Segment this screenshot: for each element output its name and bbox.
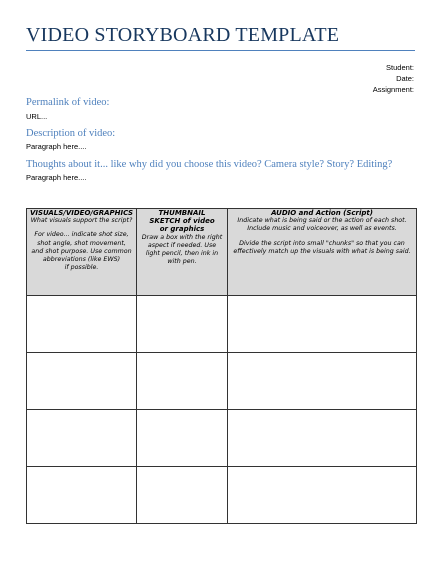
audio-cell[interactable] xyxy=(228,410,417,467)
student-label: Student: xyxy=(386,63,414,72)
audio-header-line: effectively match up the visuals with what is being said. xyxy=(233,247,411,255)
storyboard-table xyxy=(26,208,417,524)
sketch-header-cell xyxy=(137,209,228,296)
sketch-header-line: light pencil, then ink in xyxy=(145,250,219,258)
sketch-header-line: with pen. xyxy=(167,258,197,266)
sketch-cell[interactable] xyxy=(137,296,228,353)
permalink-heading: Permalink of video: xyxy=(26,97,110,108)
date-label: Date: xyxy=(396,74,414,83)
sketch-cell[interactable] xyxy=(137,410,228,467)
sketch-header-line: aspect if needed. Use xyxy=(147,241,217,249)
description-text: Paragraph here.... xyxy=(26,142,87,151)
sketch-header-title: or graphics xyxy=(159,225,205,234)
page-title: VIDEO STORYBOARD TEMPLATE xyxy=(26,24,340,46)
title-divider xyxy=(26,50,415,51)
storyboard-row xyxy=(27,410,417,467)
meta-block xyxy=(373,62,414,95)
visuals-cell[interactable] xyxy=(27,467,137,524)
audio-header-line: Include music and voiceover, as well as events. xyxy=(247,225,397,233)
assignment-label: Assignment: xyxy=(372,85,414,94)
audio-header-title: AUDIO and Action (Script) xyxy=(271,209,373,217)
description-heading: Description of video: xyxy=(26,128,116,139)
permalink-text: URL... xyxy=(26,112,48,121)
storyboard-row xyxy=(27,353,417,410)
audio-cell[interactable] xyxy=(228,467,417,524)
sketch-header-title: THUMBNAIL xyxy=(158,209,206,217)
visuals-header-title: VISUALS/VIDEO/GRAPHICS xyxy=(29,209,134,217)
visuals-header-line: What visuals support the script? xyxy=(30,217,133,225)
thoughts-heading: Thoughts about it... like why did you choose this video? Camera style? Story? Editing? xyxy=(26,159,393,170)
visuals-header-line: and shot purpose. Use common xyxy=(31,247,132,255)
visuals-header-line: if possible. xyxy=(64,264,99,272)
thoughts-text: Paragraph here.... xyxy=(26,173,87,182)
audio-cell[interactable] xyxy=(228,353,417,410)
audio-cell[interactable] xyxy=(228,296,417,353)
storyboard-row xyxy=(27,467,417,524)
visuals-header-cell xyxy=(27,209,137,296)
visuals-cell[interactable] xyxy=(27,410,137,467)
storyboard-row xyxy=(27,296,417,353)
sketch-cell[interactable] xyxy=(137,353,228,410)
storyboard-header-row xyxy=(27,209,417,296)
audio-header-line: Indicate what is being said or the action of each shot. xyxy=(237,217,407,225)
audio-header-cell xyxy=(228,209,417,296)
visuals-header-line: abbreviations (like EWS) xyxy=(42,256,121,264)
visuals-header-line: For video... indicate shot size, xyxy=(34,231,129,239)
visuals-cell[interactable] xyxy=(27,296,137,353)
sketch-header-title: SKETCH of video xyxy=(149,217,215,226)
audio-header-line: Divide the script into small "chunks" so that you can xyxy=(239,239,405,247)
sketch-cell[interactable] xyxy=(137,467,228,524)
visuals-cell[interactable] xyxy=(27,353,137,410)
sketch-header-line: Draw a box with the right xyxy=(141,233,223,241)
visuals-header-line: shot angle, shot movement, xyxy=(37,239,126,247)
